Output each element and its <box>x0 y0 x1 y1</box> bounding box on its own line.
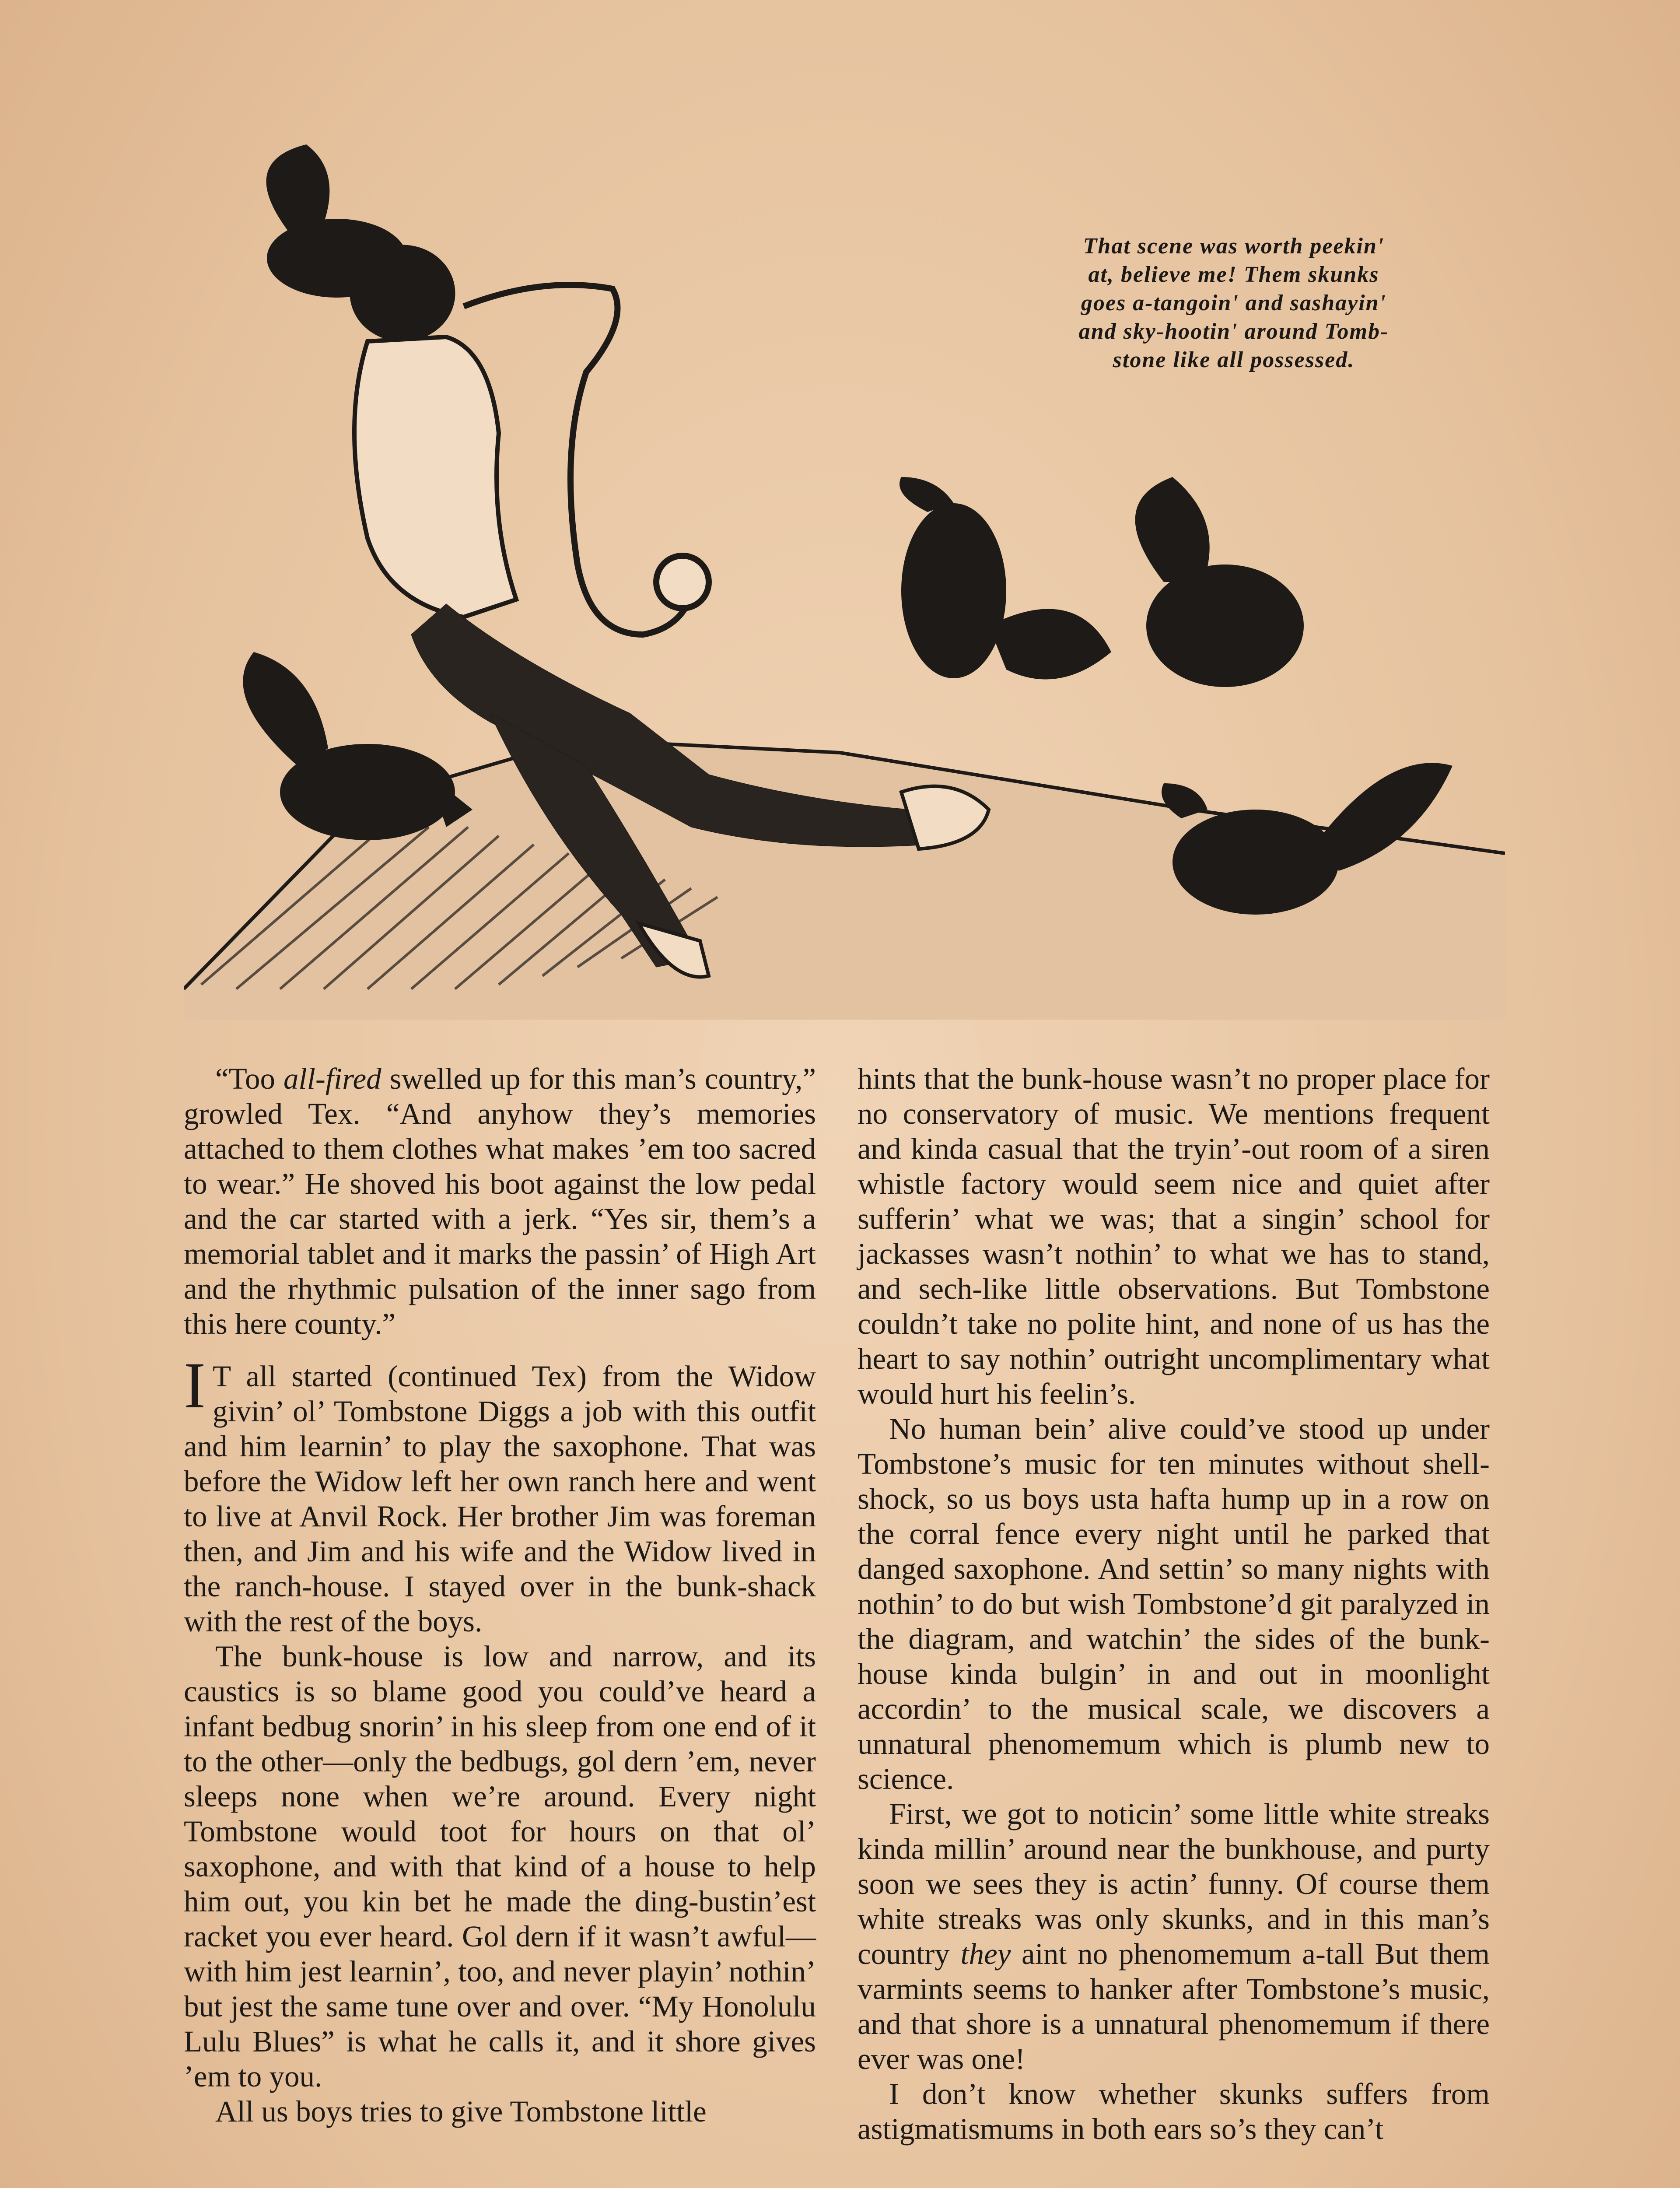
caption-line: at, believe me! Them skunks <box>1088 262 1379 287</box>
skunk-shoulder <box>266 144 407 298</box>
paragraph <box>184 1061 816 1341</box>
caption-line: stone like all possessed. <box>1113 347 1355 372</box>
emphasis: all-fired <box>284 1062 382 1095</box>
left-column <box>184 1061 816 2129</box>
text-run: “Too <box>215 1062 284 1095</box>
text-run: aint no phenomemum a-tall But them varmints seems to hanker after Tombstone’s music, and that shore is a unnatural phenomemum if there ever was one! <box>858 1937 1490 2076</box>
right-column <box>858 1061 1490 2146</box>
caption-line: That scene was worth peekin' <box>1083 234 1385 259</box>
skunk-middle <box>900 477 1111 680</box>
paragraph: I don’t know whether skunks suffers from astigmatismums in both ears so’s they can’t <box>858 2077 1490 2146</box>
caption-line: and sky-hootin' around Tomb- <box>1078 319 1389 344</box>
text-run: swelled up for this man’s country,” growled Tex. “And anyhow they’s memories attached to them clothes what makes ’em too sacred to wear.” He shoved his boot against the low pedal and the car started with a jerk. “Yes sir, them’s a memorial tablet and it marks the passin’ of High Art and the rhythmic pulsation of the inner sago from this here county.” <box>184 1062 816 1340</box>
skunk-right-upper <box>1135 477 1304 687</box>
paragraph: No human bein’ alive could’ve stood up under Tombstone’s music for ten minutes without shell-shock, so us boys usta hafta hump up in a row on the corral fence every night until he parked that danged saxophone. And settin’ so many nights with nothin’ to do but wish Tombstone’d git paralyzed in the diagram, and watchin’ the sides of the bunk-house kinda bulgin’ in and out in moonlight accordin’ to the musical scale, we discovers a unnatural phenomemum which is plumb new to science. <box>858 1412 1490 1795</box>
text-run: First, we got to noticin’ some little white streaks kinda millin’ around near the bunkhouse, and purty soon we sees they is actin’ funny. Of course them white streaks was only skunks, and in this man’s country <box>858 1797 1490 1971</box>
paragraph: hints that the bunk-house wasn’t no proper place for no conservatory of music. We mentions frequent and kinda casual that the tryin’-out room of a siren whistle factory would seem nice and quiet after sufferin’ what we was; that a singin’ school for jackasses wasn’t nothin’ to what we has to stand, and sech-like little observations. But Tombstone couldn’t take no polite hint, and none of us has the heart to say nothin’ outright uncomplimentary what would hurt his feelin’s. <box>858 1062 1490 1410</box>
paragraph <box>858 1796 1490 2076</box>
paragraph: The bunk-house is low and narrow, and its caustics is so blame good you could’ve heard a infant bedbug snorin’ in his sleep from one end of it to the other—only the bedbugs, gol dern ’em, never sleeps none when we’re around. Every night Tombstone would toot for hours on that ol’ saxophone, and with that kind of a house to help him out, you kin bet he made the ding-bustin’est racket you ever heard. Gol dern if it wasn’t awful—with him jest learnin’, too, and never playin’ nothin’ but jest the same tune over and over. “My Honolulu Lulu Blues” is what he calls it, and it shore gives ’em to you. <box>184 1640 816 2093</box>
caption-line: goes a-tangoin' and sashayin' <box>1081 291 1387 316</box>
emphasis: they <box>960 1937 1011 1971</box>
text-run: T all started (continued Tex) from the Widow givin’ ol’ Tombstone Diggs a job with this outfit and him learnin’ to play the saxophone. That was before the Widow left her own ranch here and went to live at Anvil Rock. Her brother Jim was foreman then, and Jim and his wife and the Widow lived in the ranch-house. I stayed over in the bunk-shack with the rest of the boys. <box>184 1360 816 1638</box>
illustration-caption <box>1006 232 1461 374</box>
paragraph-with-dropcap <box>184 1349 816 1639</box>
paragraph: All us boys tries to give Tombstone little <box>215 2095 707 2128</box>
drop-cap: I <box>184 1349 206 1422</box>
